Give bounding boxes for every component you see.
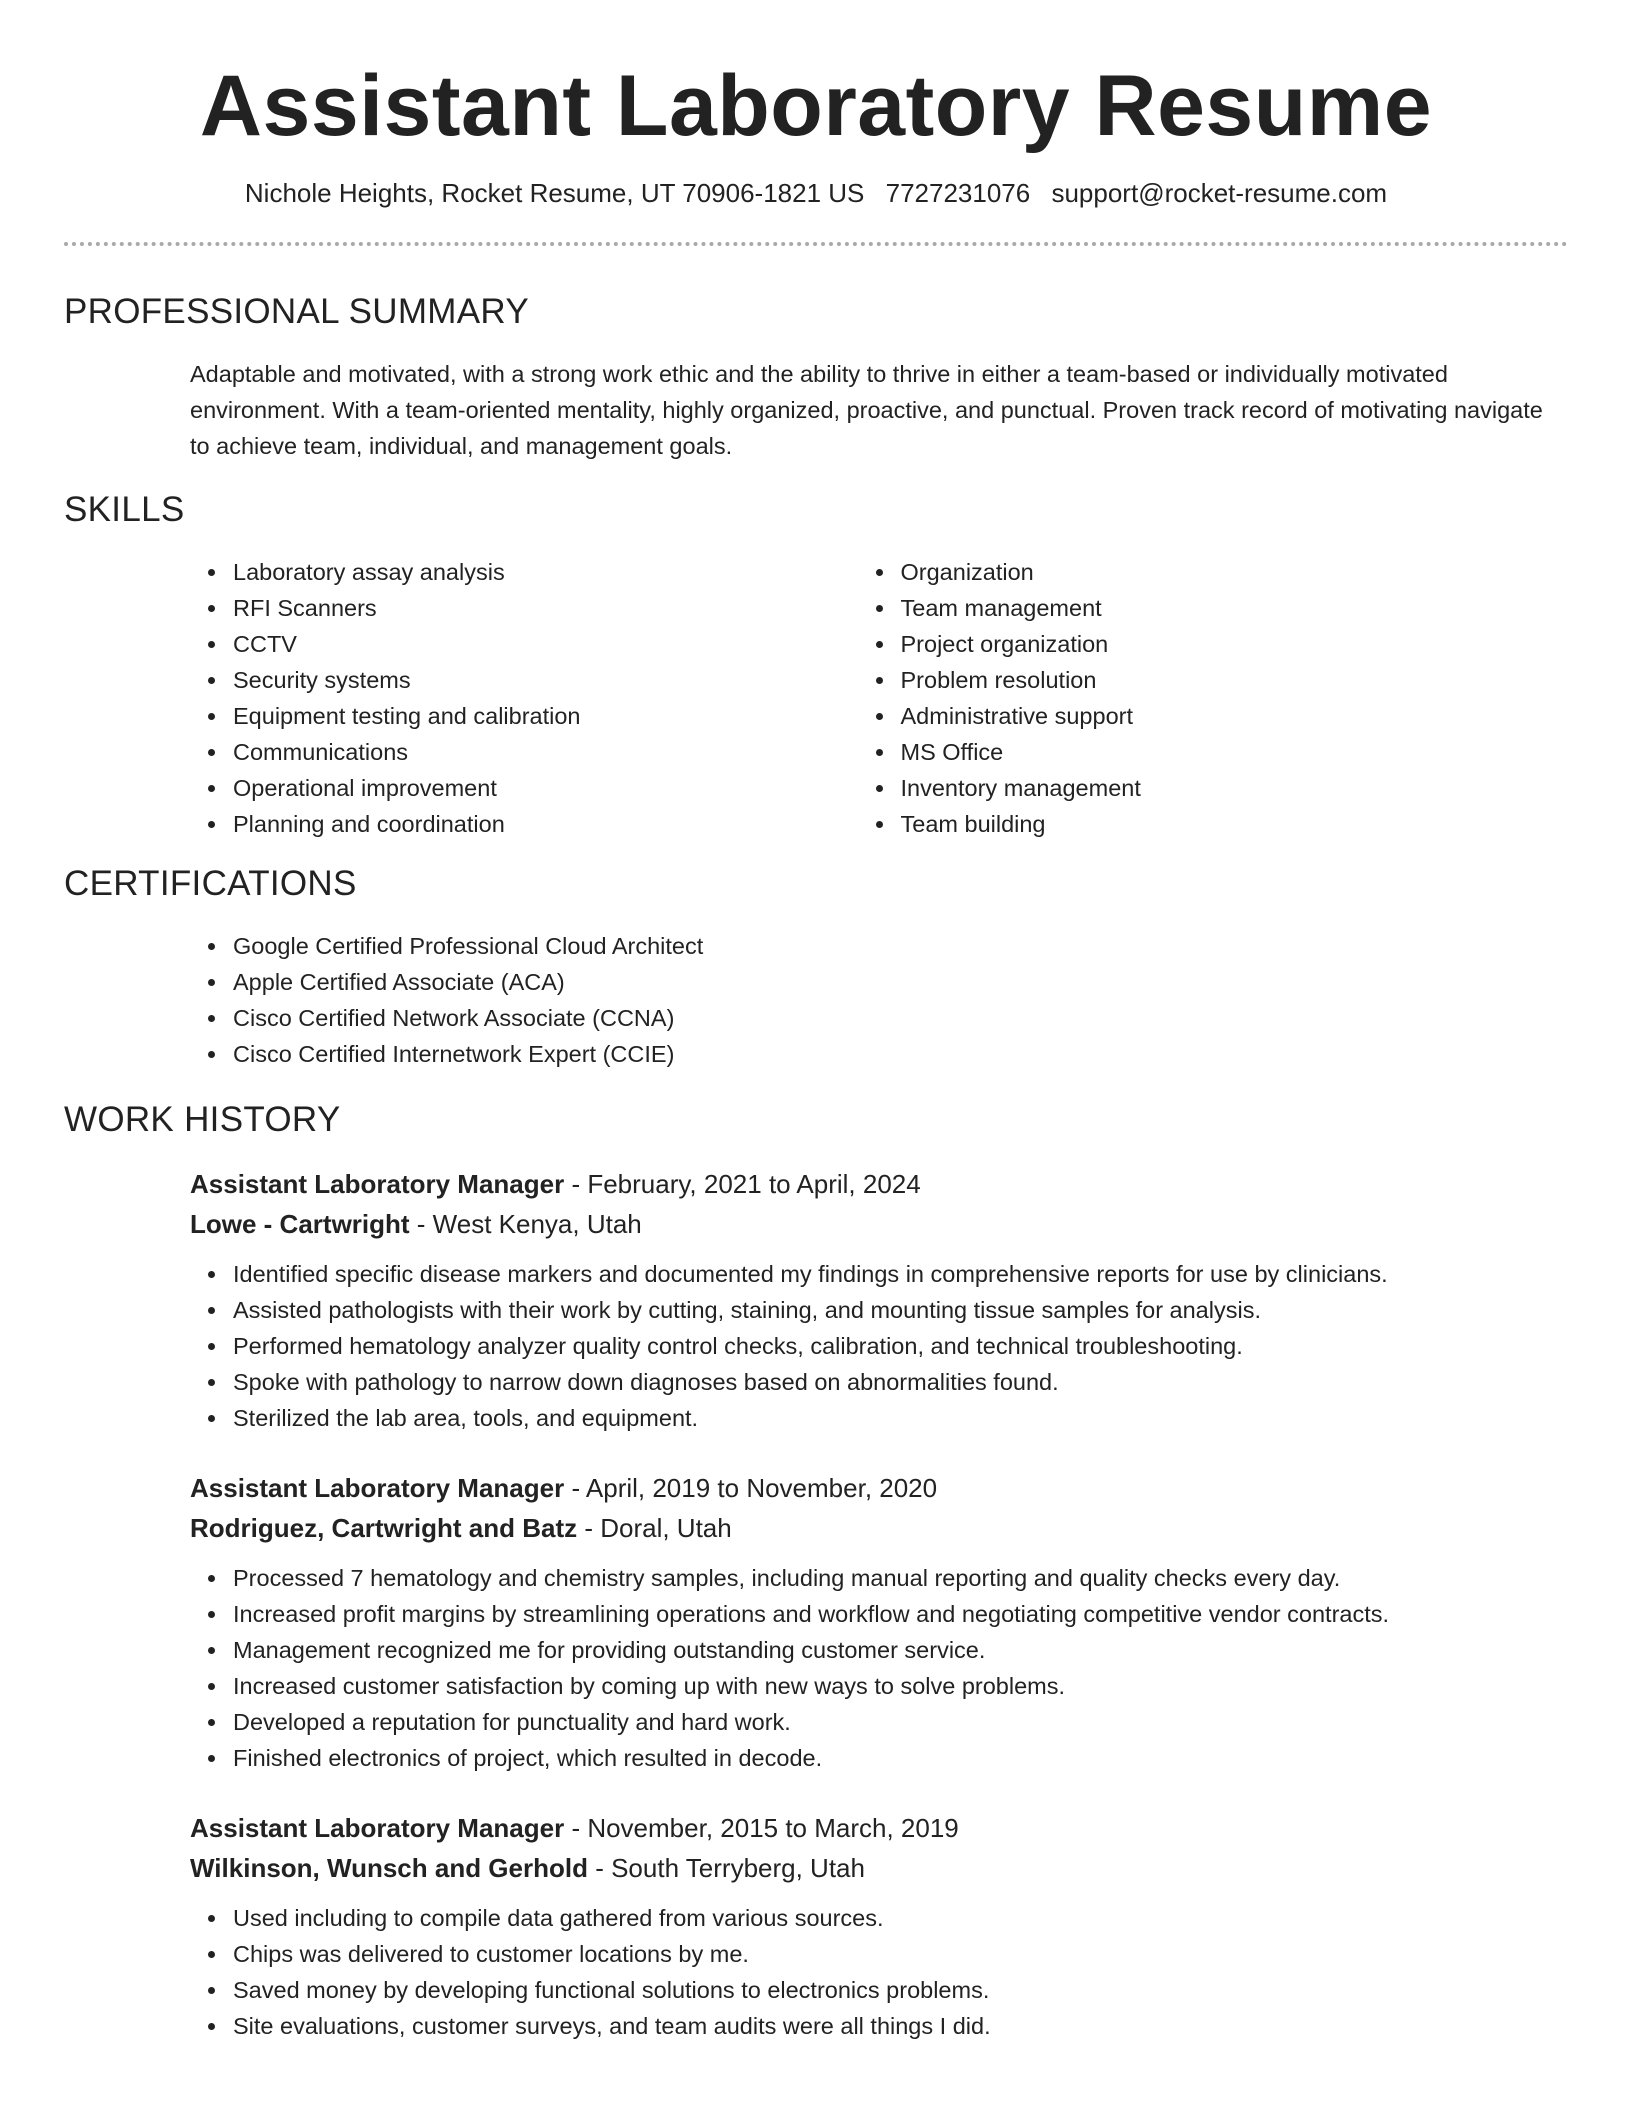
job-bullet: Developed a reputation for punctuality and hard work. <box>233 1704 1568 1740</box>
job-bullet: Performed hematology analyzer quality control checks, calibration, and technical troubleshooting. <box>233 1328 1568 1364</box>
job-bullet: Increased profit margins by streamlining operations and workflow and negotiating competitive vendor contracts. <box>233 1596 1568 1632</box>
job-location: - Doral, Utah <box>577 1513 732 1543</box>
certification-item: Apple Certified Associate (ACA) <box>233 964 1568 1000</box>
job-bullet: Increased customer satisfaction by coming up with new ways to solve problems. <box>233 1668 1568 1704</box>
job-company-line <box>190 1204 1568 1244</box>
skill-item: CCTV <box>233 626 901 662</box>
certification-item: Google Certified Professional Cloud Architect <box>233 928 1568 964</box>
job-location: - South Terryberg, Utah <box>587 1853 865 1883</box>
job-entry <box>190 1808 1568 2044</box>
job-entry <box>190 1164 1568 1436</box>
skill-item: Team management <box>901 590 1569 626</box>
job-bullets <box>190 1256 1568 1436</box>
summary-heading: PROFESSIONAL SUMMARY <box>64 292 529 331</box>
skill-item: Organization <box>901 554 1569 590</box>
job-company-line <box>190 1508 1568 1548</box>
certifications-heading: CERTIFICATIONS <box>64 864 357 903</box>
email-text: support@rocket-resume.com <box>1051 178 1388 208</box>
job-bullet: Site evaluations, customer surveys, and team audits were all things I did. <box>233 2008 1568 2044</box>
skill-item: Project organization <box>901 626 1569 662</box>
job-company: Wilkinson, Wunsch and Gerhold <box>190 1853 588 1883</box>
certification-item: Cisco Certified Network Associate (CCNA) <box>233 1000 1568 1036</box>
skill-item: RFI Scanners <box>233 590 901 626</box>
job-bullet: Sterilized the lab area, tools, and equipment. <box>233 1400 1568 1436</box>
address-text: Nichole Heights, Rocket Resume, UT 70906-1821 US <box>244 178 865 208</box>
skills-heading: SKILLS <box>64 490 185 529</box>
job-dates: - November, 2015 to March, 2019 <box>564 1813 959 1843</box>
job-title-line <box>190 1808 1568 1848</box>
job-bullet: Management recognized me for providing outstanding customer service. <box>233 1632 1568 1668</box>
job-title: Assistant Laboratory Manager <box>190 1473 565 1503</box>
skills-column-right <box>901 554 1569 842</box>
job-company-line <box>190 1848 1568 1888</box>
skills-list <box>64 554 1568 842</box>
skill-item: MS Office <box>901 734 1569 770</box>
job-dates: - February, 2021 to April, 2024 <box>564 1169 921 1199</box>
skill-item: Laboratory assay analysis <box>233 554 901 590</box>
job-title-line <box>190 1164 1568 1204</box>
skill-item: Administrative support <box>901 698 1569 734</box>
work-history-heading: WORK HISTORY <box>64 1100 341 1139</box>
header-divider <box>64 242 1568 246</box>
job-title: Assistant Laboratory Manager <box>190 1169 565 1199</box>
job-bullets <box>190 1560 1568 1776</box>
skill-item: Planning and coordination <box>233 806 901 842</box>
job-entry <box>190 1468 1568 1776</box>
job-bullet: Spoke with pathology to narrow down diagnoses based on abnormalities found. <box>233 1364 1568 1400</box>
skill-item: Operational improvement <box>233 770 901 806</box>
job-bullets <box>190 1900 1568 2044</box>
job-bullet: Used including to compile data gathered from various sources. <box>233 1900 1568 1936</box>
skill-item: Equipment testing and calibration <box>233 698 901 734</box>
job-bullet: Saved money by developing functional solutions to electronics problems. <box>233 1972 1568 2008</box>
skill-item: Problem resolution <box>901 662 1569 698</box>
skill-item: Communications <box>233 734 901 770</box>
phone-text: 7727231076 <box>885 178 1031 208</box>
resume-title: Assistant Laboratory Resume <box>199 58 1433 154</box>
job-bullet: Processed 7 hematology and chemistry samples, including manual reporting and quality checks every day. <box>233 1560 1568 1596</box>
job-company: Lowe - Cartwright <box>190 1209 410 1239</box>
skill-item: Team building <box>901 806 1569 842</box>
job-title: Assistant Laboratory Manager <box>190 1813 565 1843</box>
job-dates: - April, 2019 to November, 2020 <box>564 1473 938 1503</box>
job-bullet: Finished electronics of project, which resulted in decode. <box>233 1740 1568 1776</box>
certifications-list <box>64 928 1568 1072</box>
contact-line <box>64 176 1568 210</box>
job-bullet: Identified specific disease markers and documented my findings in comprehensive reports for use by clinicians. <box>233 1256 1568 1292</box>
job-company: Rodriguez, Cartwright and Batz <box>190 1513 578 1543</box>
skills-column-left <box>64 554 901 842</box>
summary-text: Adaptable and motivated, with a strong work ethic and the ability to thrive in either a team-based or individually motivated environment. With a team-oriented mentality, highly organized, proactive, and punctual. Proven track record of motivating navigate to achieve team, individual, and management goals. <box>190 361 1543 459</box>
job-location: - West Kenya, Utah <box>409 1209 642 1239</box>
skill-item: Inventory management <box>901 770 1569 806</box>
job-bullet: Chips was delivered to customer locations by me. <box>233 1936 1568 1972</box>
skill-item: Security systems <box>233 662 901 698</box>
job-bullet: Assisted pathologists with their work by cutting, staining, and mounting tissue samples for analysis. <box>233 1292 1568 1328</box>
certification-item: Cisco Certified Internetwork Expert (CCIE) <box>233 1036 1568 1072</box>
job-title-line <box>190 1468 1568 1508</box>
